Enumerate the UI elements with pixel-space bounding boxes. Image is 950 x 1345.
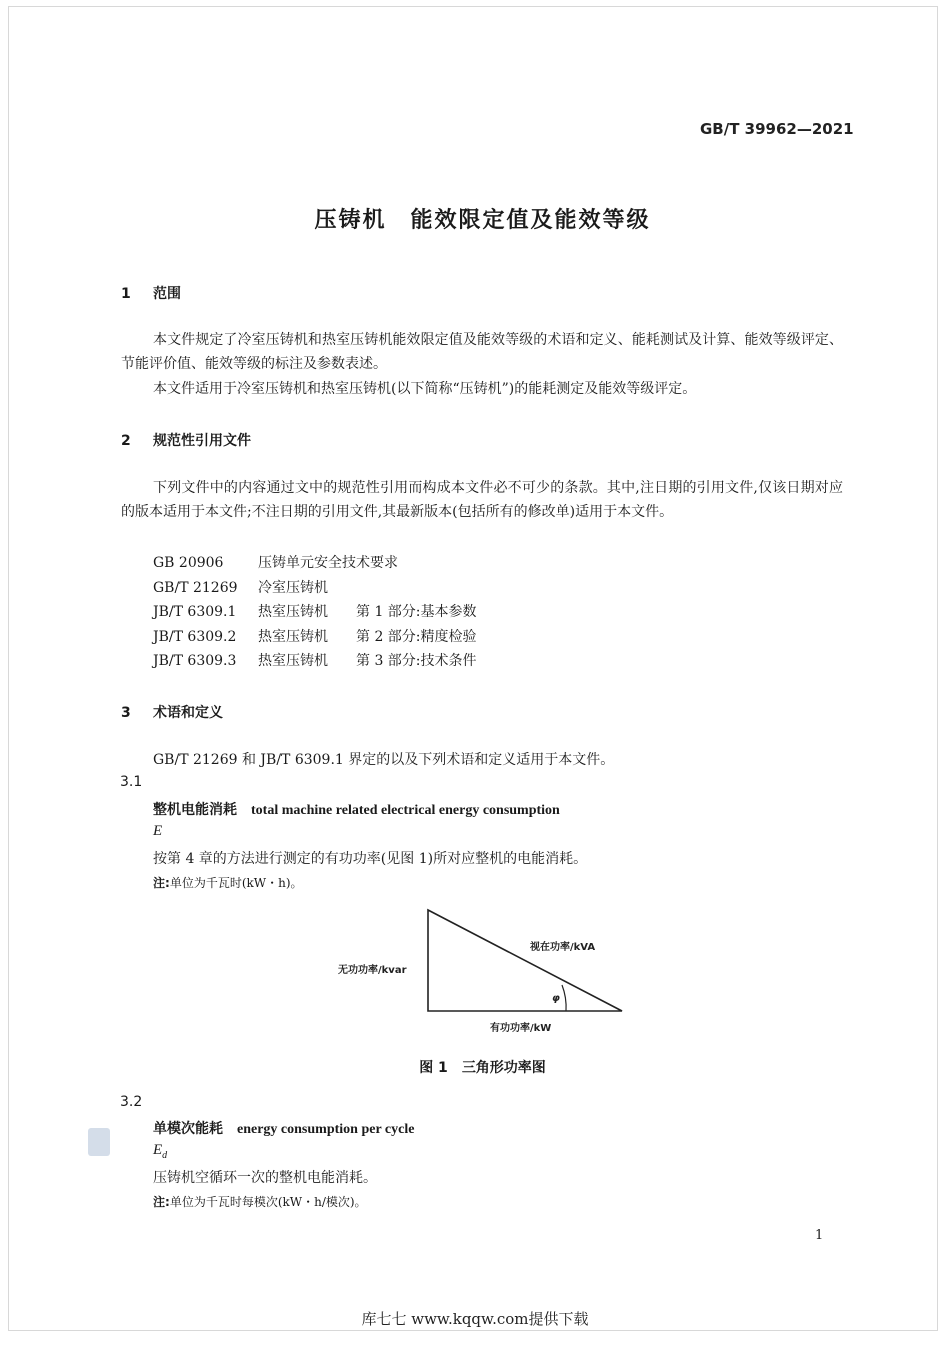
clause-3-1-term [153, 799, 560, 819]
clause-3-1-note [153, 874, 303, 891]
term-english: energy consumption per cycle [237, 1122, 415, 1137]
note-text: 单位为千瓦时(kW・h)。 [169, 876, 303, 890]
symbol-subscript: d [162, 1150, 168, 1161]
term-chinese: 单模次能耗 [153, 1121, 223, 1137]
reference-name: 压铸单元安全技术要求 [258, 555, 398, 571]
side-watermark-icon [88, 1128, 110, 1156]
reference-code: GB 20906 [153, 555, 224, 571]
symbol-base: E [153, 1142, 163, 1158]
term-english: total machine related electrical energy consumption [251, 803, 560, 818]
active-power-label: 有功功率/kW [490, 1023, 552, 1034]
reference-part: 第 1 部分:基本参数 [356, 604, 477, 620]
clause-3-1-symbol: E [153, 823, 163, 839]
note-label: 注: [153, 1195, 170, 1209]
section-1-number: 1 [121, 286, 131, 302]
note-text: 单位为千瓦时每模次(kW・h/模次)。 [169, 1195, 367, 1209]
reference-line [153, 601, 477, 621]
clause-3-2-number: 3.2 [120, 1094, 143, 1110]
clause-3-1-number: 3.1 [120, 774, 143, 790]
clause-3-2-definition: 压铸机空循环一次的整机电能消耗。 [153, 1170, 377, 1186]
angle-label: φ [552, 993, 560, 1004]
reference-name: 冷室压铸机 [258, 580, 328, 596]
clause-3-2-symbol [153, 1142, 167, 1161]
section-1-paragraph-2: 本文件适用于冷室压铸机和热室压铸机(以下简称“压铸机”)的能耗测定及能效等级评定。 [153, 381, 697, 397]
reference-line [153, 577, 328, 597]
angle-arc [562, 985, 566, 1011]
reference-code: JB/T 6309.1 [153, 604, 237, 620]
reference-part: 第 3 部分:技术条件 [356, 653, 477, 669]
reference-line [153, 650, 477, 670]
reference-code: GB/T 21269 [153, 580, 238, 596]
figure-title: 三角形功率图 [461, 1060, 546, 1076]
section-3-title: 术语和定义 [153, 705, 223, 721]
section-2-heading [121, 430, 251, 450]
clause-3-1-definition: 按第 4 章的方法进行测定的有功功率(见图 1)所对应整机的电能消耗。 [153, 851, 588, 867]
power-triangle-figure [330, 900, 640, 1040]
reference-part: 第 2 部分:精度检验 [356, 629, 477, 645]
download-footer: 库七七 www.kqqw.com提供下载 [361, 1310, 589, 1328]
reference-name: 热室压铸机 [258, 629, 328, 645]
section-3-intro: GB/T 21269 和 JB/T 6309.1 界定的以及下列术语和定义适用于本文件。 [153, 752, 615, 768]
power-triangle [428, 910, 622, 1011]
reference-line [153, 552, 398, 572]
reference-name: 热室压铸机 [258, 604, 328, 620]
page-number: 1 [815, 1228, 824, 1243]
reactive-power-label: 无功功率/kvar [338, 965, 407, 976]
apparent-power-label: 视在功率/kVA [530, 942, 596, 953]
figure-1-caption [0, 1057, 950, 1077]
figure-number: 图 1 [419, 1060, 448, 1076]
clause-3-2-note [153, 1193, 367, 1210]
note-label: 注: [153, 876, 170, 890]
reference-code: JB/T 6309.3 [153, 653, 237, 669]
section-1-heading [121, 283, 181, 303]
reference-line [153, 626, 477, 646]
section-1-title: 范围 [153, 286, 181, 302]
section-2-number: 2 [121, 433, 131, 449]
term-chinese: 整机电能消耗 [153, 802, 237, 818]
section-1-paragraph-1: 本文件规定了冷室压铸机和热室压铸机能效限定值及能效等级的术语和定义、能耗测试及计算、能效等级评定、节能评价值、能效等级的标注及参数表述。 [121, 332, 843, 372]
section-3-heading [121, 702, 223, 722]
clause-3-2-term [153, 1118, 414, 1138]
standard-number: GB/T 39962—2021 [700, 120, 854, 138]
section-2-title: 规范性引用文件 [153, 433, 251, 449]
document-title: 压铸机 能效限定值及能效等级 [314, 208, 651, 233]
reference-code: JB/T 6309.2 [153, 629, 237, 645]
section-2-paragraph: 下列文件中的内容通过文中的规范性引用而构成本文件必不可少的条款。其中,注日期的引用文件,仅该日期对应的版本适用于本文件;不注日期的引用文件,其最新版本(包括所有的修改单)适用于本文件。 [121, 480, 843, 520]
reference-name: 热室压铸机 [258, 653, 328, 669]
section-3-number: 3 [121, 705, 131, 721]
